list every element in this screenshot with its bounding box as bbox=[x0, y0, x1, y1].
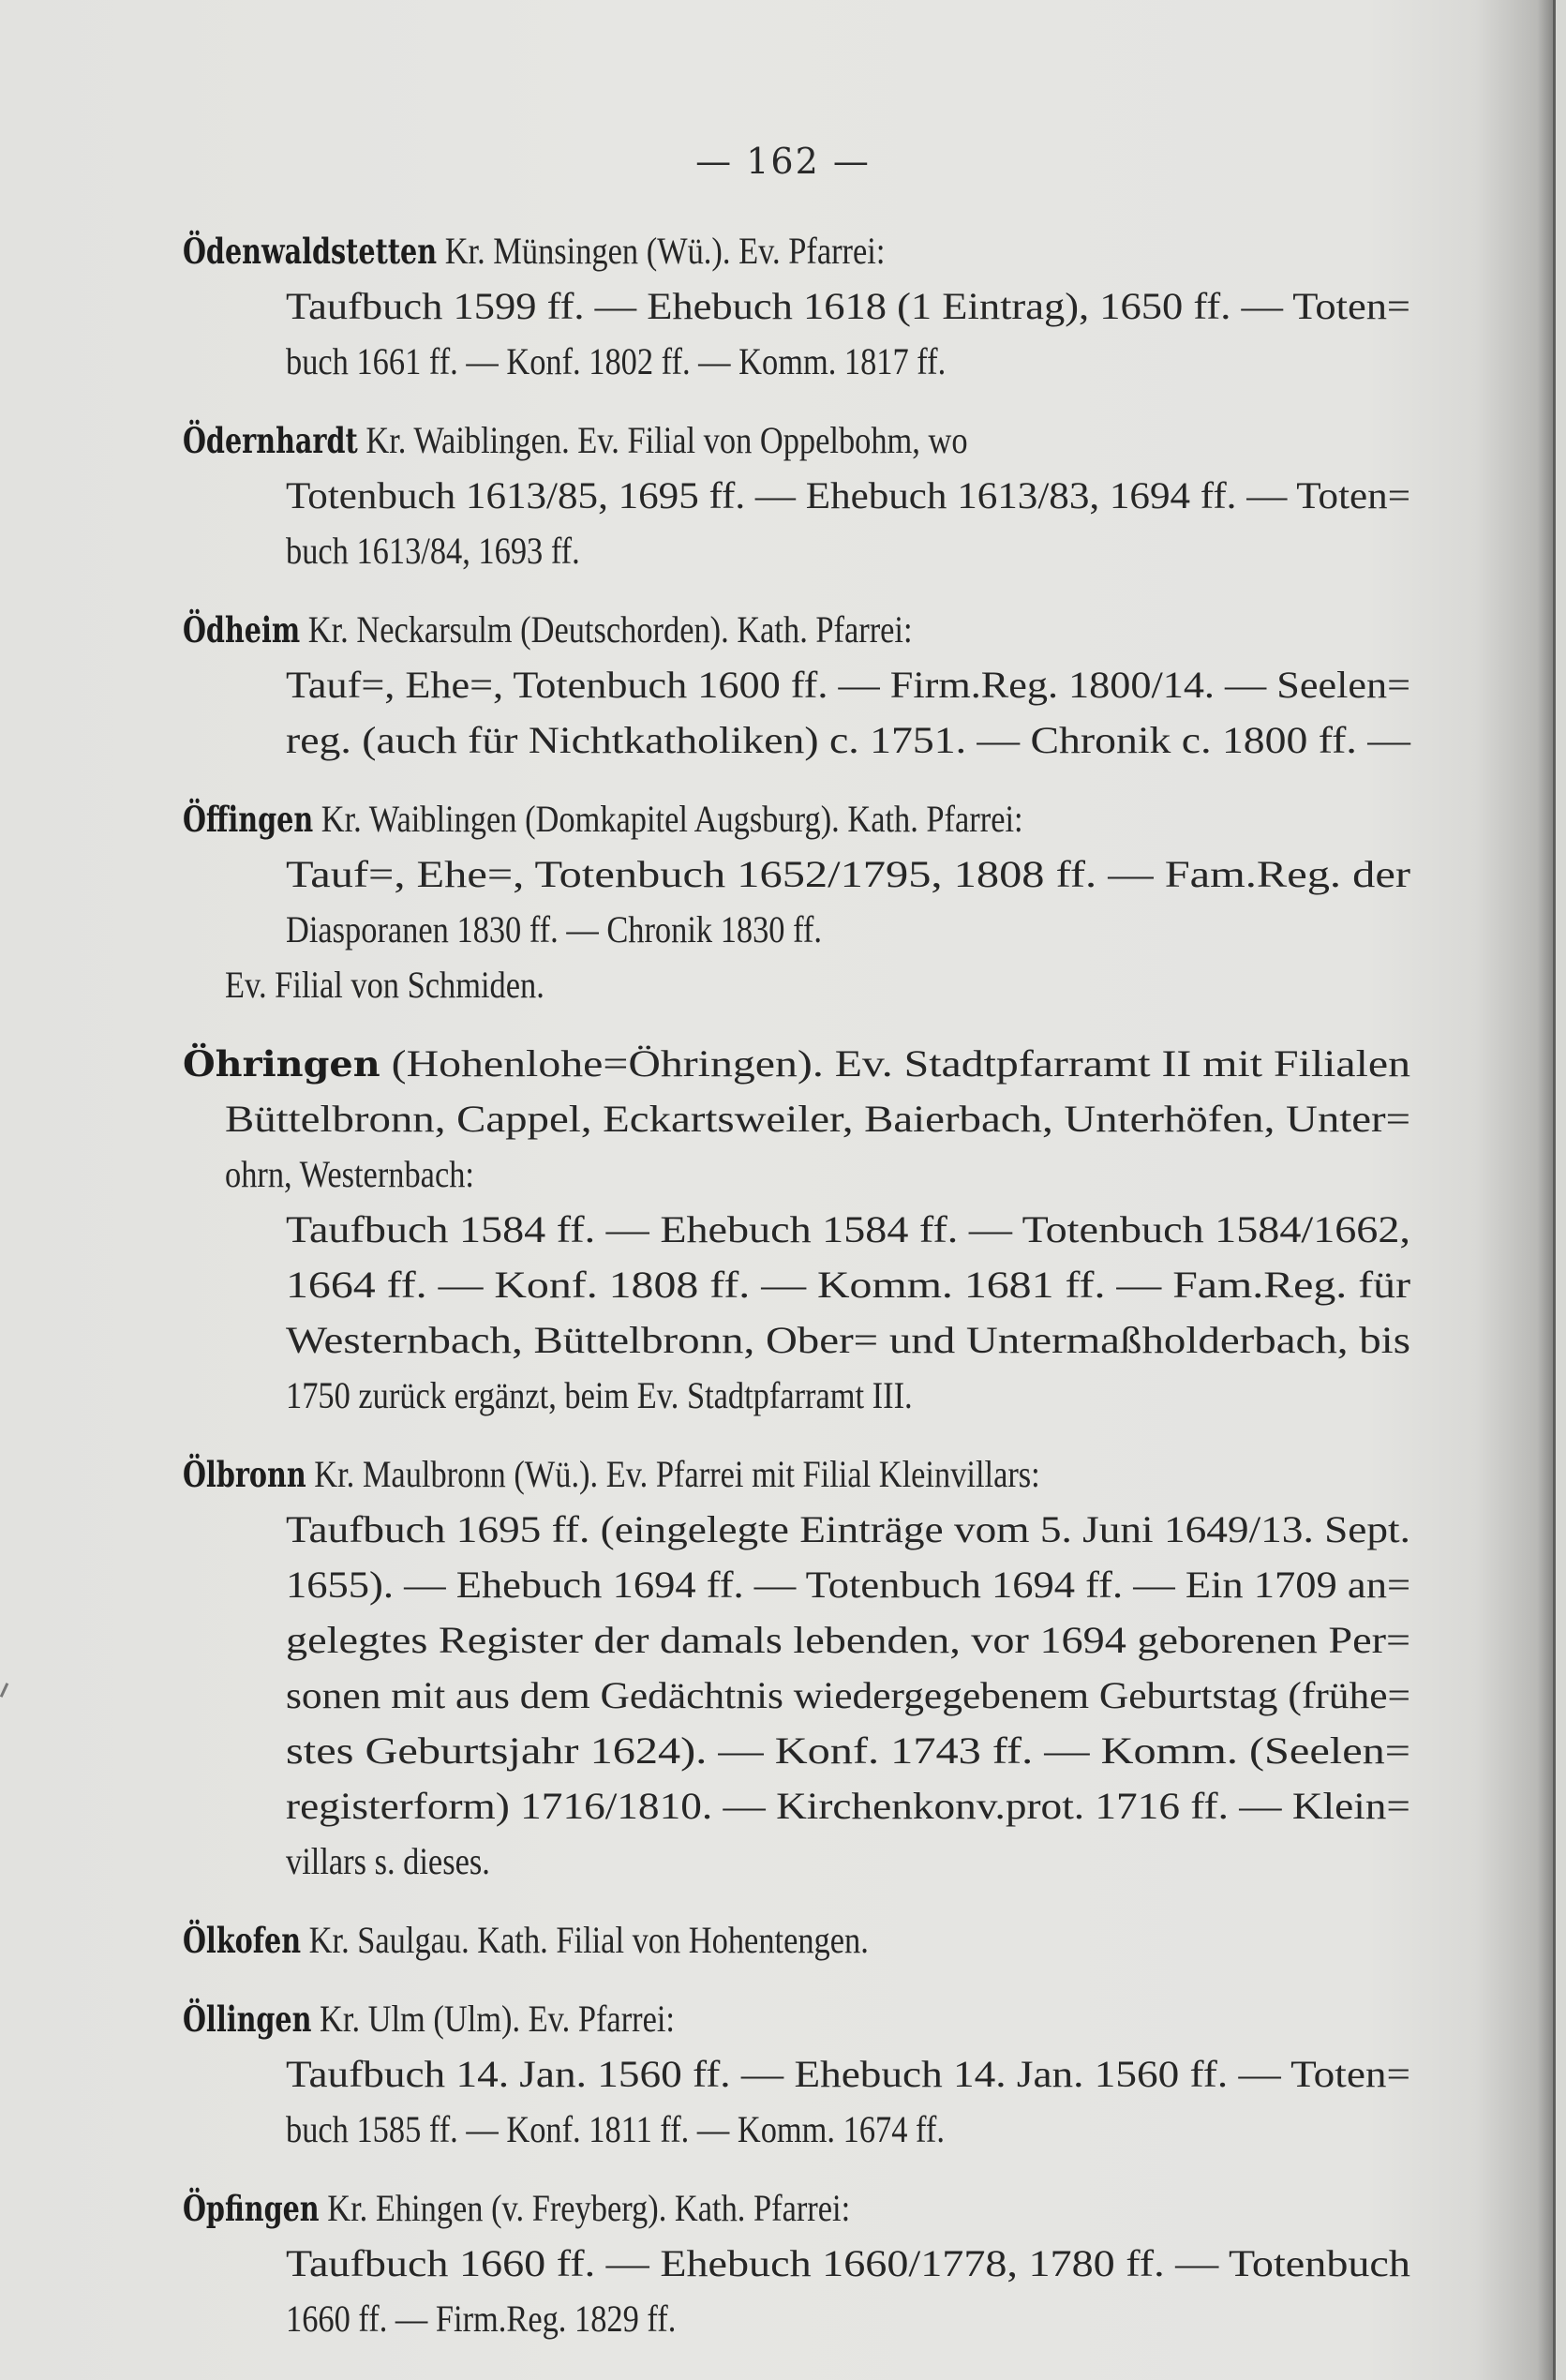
entry-text: registerform) 1716/1810. — Kirchenkonv.prot. 1716 ff. — Klein= bbox=[286, 1785, 1410, 1827]
entry-heading-line bbox=[183, 2180, 1410, 2236]
entry-detail-line bbox=[183, 657, 1410, 712]
entry-detail-line bbox=[183, 1202, 1410, 1257]
entry-detail-line bbox=[183, 1834, 1410, 1889]
register-entries bbox=[183, 223, 1410, 2370]
entry-detail-line bbox=[183, 1091, 1410, 1146]
register-entry bbox=[183, 1912, 1410, 1968]
entry-detail-line bbox=[183, 523, 1410, 578]
entry-headword: Öpfingen bbox=[183, 2188, 320, 2229]
entry-text: Kr. Waiblingen (Domkapitel Augsburg). Kath. Pfarrei: bbox=[313, 798, 1023, 840]
entry-heading-line bbox=[183, 791, 1410, 846]
entry-text: reg. (auch für Nichtkatholiken) c. 1751. — Chronik c. 1800 ff. — bbox=[286, 719, 1410, 761]
entry-text: Büttelbronn, Cappel, Eckartsweiler, Baierbach, Unterhöfen, Unter= bbox=[225, 1098, 1411, 1140]
register-entry bbox=[183, 1991, 1410, 2157]
entry-headword: Ölbronn bbox=[183, 1454, 306, 1495]
entry-text: gelegtes Register der damals lebenden, vor 1694 geborenen Per= bbox=[286, 1619, 1411, 1661]
entry-detail-line bbox=[183, 1146, 1410, 1202]
entry-detail-line bbox=[183, 1368, 1410, 1423]
entry-text: buch 1613/84, 1693 ff. bbox=[286, 530, 580, 572]
entry-heading-line bbox=[183, 1912, 1410, 1968]
entry-text: Taufbuch 1695 ff. (eingelegte Einträge vom 5. Juni 1649/13. Sept. bbox=[286, 1508, 1410, 1550]
entry-detail-line bbox=[183, 1778, 1410, 1834]
entry-text: stes Geburtsjahr 1624). — Konf. 1743 ff. — Komm. (Seelen= bbox=[286, 1729, 1411, 1772]
entry-text: Tauf=, Ehe=, Totenbuch 1652/1795, 1808 ff. — Fam.Reg. der bbox=[286, 853, 1410, 895]
entry-text: Kr. Saulgau. Kath. Filial von Hohentengen. bbox=[301, 1919, 869, 1961]
entry-text: Kr. Münsingen (Wü.). Ev. Pfarrei: bbox=[437, 230, 886, 272]
entry-detail-line bbox=[183, 712, 1410, 768]
entry-text: Kr. Ulm (Ulm). Ev. Pfarrei: bbox=[311, 1998, 676, 2040]
entry-heading-line bbox=[183, 602, 1410, 657]
entry-text: ohrn, Westernbach: bbox=[225, 1153, 474, 1195]
entry-headword: Ödenwaldstetten bbox=[183, 231, 438, 272]
entry-headword: Öffingen bbox=[183, 799, 314, 840]
entry-detail-line bbox=[183, 2236, 1410, 2291]
entry-detail-line bbox=[183, 1557, 1410, 1612]
register-entry bbox=[183, 602, 1410, 768]
entry-detail-line bbox=[183, 278, 1410, 334]
entry-detail-line bbox=[183, 2102, 1410, 2157]
entry-heading-line bbox=[183, 223, 1410, 278]
entry-text: Ev. Filial von Schmiden. bbox=[225, 964, 544, 1006]
entry-detail-line bbox=[183, 2291, 1410, 2346]
entry-text: 1664 ff. — Konf. 1808 ff. — Komm. 1681 ff. — Fam.Reg. für bbox=[286, 1264, 1411, 1306]
entry-text: Taufbuch 1599 ff. — Ehebuch 1618 (1 Eintrag), 1650 ff. — Toten= bbox=[286, 285, 1411, 327]
entry-heading-line bbox=[183, 1036, 1410, 1091]
entry-detail-line bbox=[183, 1257, 1410, 1312]
register-entry bbox=[183, 223, 1410, 389]
entry-text: 1660 ff. — Firm.Reg. 1829 ff. bbox=[286, 2298, 677, 2340]
entry-detail-line bbox=[183, 1723, 1410, 1778]
entry-headword: Ödernhardt bbox=[183, 420, 358, 461]
entry-text: Kr. Ehingen (v. Freyberg). Kath. Pfarrei: bbox=[319, 2187, 851, 2229]
entry-heading-line bbox=[183, 1991, 1410, 2046]
entry-text: buch 1585 ff. — Konf. 1811 ff. — Komm. 1674 ff. bbox=[286, 2108, 945, 2150]
entry-detail-line bbox=[183, 2046, 1410, 2102]
page-edge-strip bbox=[1556, 0, 1566, 2380]
entry-detail-line bbox=[183, 1668, 1410, 1723]
entry-text: Westernbach, Büttelbronn, Ober= und Untermaßholderbach, bis bbox=[286, 1319, 1410, 1361]
entry-text: Taufbuch 14. Jan. 1560 ff. — Ehebuch 14. Jan. 1560 ff. — Toten= bbox=[286, 2053, 1411, 2095]
entry-text: Tauf=, Ehe=, Totenbuch 1600 ff. — Firm.Reg. 1800/14. — Seelen= bbox=[286, 664, 1411, 706]
page-number: — 162 — bbox=[695, 141, 871, 182]
entry-detail-line bbox=[183, 334, 1410, 389]
register-entry bbox=[183, 1446, 1410, 1889]
entry-detail-line bbox=[183, 1612, 1410, 1668]
register-entry bbox=[183, 1036, 1410, 1423]
entry-text: Totenbuch 1613/85, 1695 ff. — Ehebuch 1613/83, 1694 ff. — Toten= bbox=[286, 474, 1410, 516]
register-entry bbox=[183, 791, 1410, 1012]
entry-headword: Ölkofen bbox=[183, 1920, 302, 1961]
entry-detail-line bbox=[183, 1312, 1410, 1368]
entry-text: Taufbuch 1584 ff. — Ehebuch 1584 ff. — Totenbuch 1584/1662, bbox=[286, 1208, 1410, 1250]
entry-detail-line bbox=[183, 468, 1410, 523]
entry-text: Diasporanen 1830 ff. — Chronik 1830 ff. bbox=[286, 908, 822, 951]
register-entry bbox=[183, 2180, 1410, 2346]
entry-text: Kr. Maulbronn (Wü.). Ev. Pfarrei mit Filial Kleinvillars: bbox=[306, 1453, 1040, 1495]
entry-text: (Hohenlohe=Öhringen). Ev. Stadtpfarramt II mit Filialen bbox=[380, 1042, 1411, 1085]
entry-text: sonen mit aus dem Gedächtnis wiedergegebenem Geburtstag (frühe= bbox=[286, 1674, 1411, 1716]
entry-text: Kr. Waiblingen. Ev. Filial von Oppelbohm, wo bbox=[357, 419, 968, 461]
entry-headword: Ödheim bbox=[183, 609, 301, 651]
entry-text: buch 1661 ff. — Konf. 1802 ff. — Komm. 1817 ff. bbox=[286, 340, 947, 382]
entry-text: 1750 zurück ergänzt, beim Ev. Stadtpfarramt III. bbox=[286, 1374, 913, 1416]
entry-detail-line bbox=[183, 957, 1410, 1012]
entry-text: villars s. dieses. bbox=[286, 1840, 490, 1882]
entry-text: Taufbuch 1660 ff. — Ehebuch 1660/1778, 1780 ff. — Totenbuch bbox=[286, 2242, 1410, 2284]
entry-heading-line bbox=[183, 412, 1410, 468]
entry-heading-line bbox=[183, 1446, 1410, 1502]
register-entry bbox=[183, 412, 1410, 578]
entry-detail-line bbox=[183, 902, 1410, 957]
entry-detail-line bbox=[183, 1502, 1410, 1557]
entry-detail-line bbox=[183, 846, 1410, 902]
entry-headword: Öllingen bbox=[183, 1998, 312, 2040]
entry-text: 1655). — Ehebuch 1694 ff. — Totenbuch 1694 ff. — Ein 1709 an= bbox=[286, 1564, 1411, 1606]
entry-text: Kr. Neckarsulm (Deutschorden). Kath. Pfarrei: bbox=[300, 608, 913, 651]
entry-headword: Öhringen bbox=[183, 1043, 380, 1085]
